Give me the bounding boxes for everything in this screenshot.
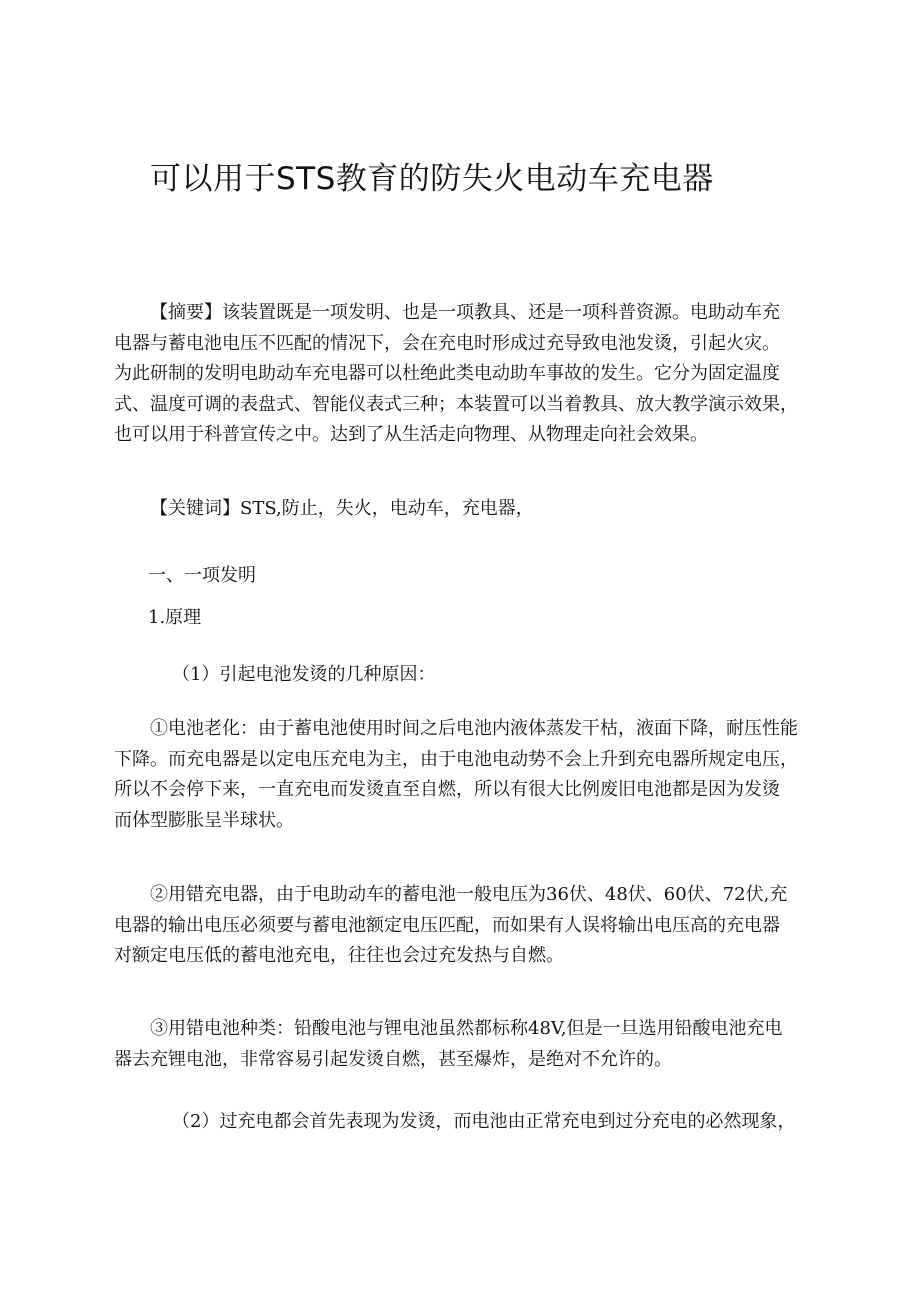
cause-line: 电器的输出电压必须要与蓄电池额定电压匹配，而如果有人误将输出电压高的充电器 bbox=[114, 914, 780, 936]
cause-line: 所以不会停下来，一直充电而发烫直至自燃，所以有很大比例废旧电池都是因为发烫 bbox=[114, 779, 780, 800]
cause-line: 下降。而充电器是以定电压充电为主，由于电池电动势不会上升到充电器所规定电压， bbox=[114, 748, 798, 770]
cause-line: 器去充锂电池，非常容易引起发烫自燃，甚至爆炸，是绝对不允许的。 bbox=[114, 1048, 672, 1070]
cause-2-paragraph bbox=[114, 880, 814, 972]
keywords-paragraph bbox=[114, 494, 814, 525]
document-title: 可以用于STS教育的防失火电动车充电器 bbox=[150, 161, 714, 197]
abstract-line: 【摘要】该装置既是一项发明、也是一项教具、还是一项科普资源。电助动车充 bbox=[150, 302, 780, 323]
cause-line: ③用错电池种类：铅酸电池与锂电池虽然都标称48V,但是一旦选用铅酸电池充电 bbox=[150, 1018, 783, 1039]
item-heading: （2）过充电都会首先表现为发烫，而电池由正常充电到过分充电的必然现象， bbox=[172, 1111, 796, 1132]
cause-line: ②用错充电器，由于电助动车的蓄电池一般电压为36伏、48伏、60伏、72伏,充 bbox=[150, 884, 788, 905]
keywords-line: 【关键词】STS,防止，失火，电动车，充电器， bbox=[150, 498, 534, 519]
cause-line: 而体型膨胀呈半球状。 bbox=[114, 809, 294, 831]
cause-line: ①电池老化：由于蓄电池使用时间之后电池内液体蒸发干枯，液面下降，耐压性能 bbox=[150, 718, 798, 739]
section-heading: 一、一项发明 bbox=[148, 565, 256, 586]
cause-line: 对额定电压低的蓄电池充电，往往也会过充发热与自燃。 bbox=[114, 945, 564, 966]
cause-3-paragraph bbox=[114, 1014, 814, 1075]
abstract-line: 也可以用于科普宣传之中。达到了从生活走向物理、从物理走向社会效果。 bbox=[114, 424, 708, 445]
subsection-heading: 1.原理 bbox=[148, 607, 202, 628]
cause-1-paragraph bbox=[114, 714, 814, 836]
abstract-line: 为此研制的发明电助动车充电器可以杜绝此类电动助车事故的发生。它分为固定温度 bbox=[114, 363, 780, 384]
abstract-paragraph bbox=[114, 298, 814, 451]
item-heading: （1）引起电池发烫的几种原因： bbox=[172, 664, 436, 685]
abstract-line: 式、温度可调的表盘式、智能仪表式三种；本装置可以当着教具、放大教学演示效果， bbox=[114, 393, 798, 415]
abstract-line: 电器与蓄电池电压不匹配的情况下，会在充电时形成过充导致电池发烫，引起火灾。 bbox=[114, 332, 780, 354]
